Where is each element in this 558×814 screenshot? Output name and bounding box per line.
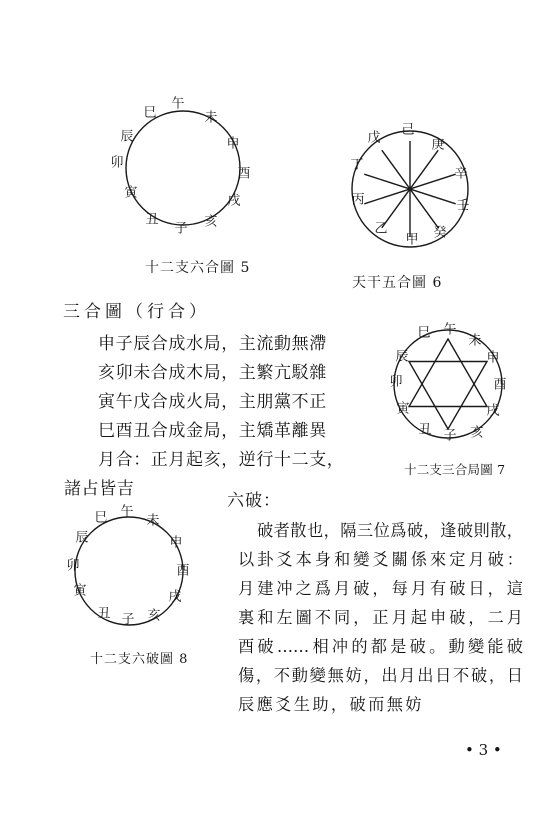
three-harmony-figure (385, 318, 510, 448)
text-line: 巳酉丑合成金局，主矯革離異 (98, 421, 327, 441)
branch-label-yin: 寅 (124, 185, 138, 201)
six-harmony-caption: 十二支六合圖 5 (145, 260, 251, 276)
water-triangle (409, 362, 487, 430)
branch-label-you: 酉 (176, 563, 190, 579)
branch-label-si: 巳 (143, 105, 157, 121)
text-line: 傷，不動變無妨，出月出日不破，日 (238, 666, 523, 685)
branch-label-xu: 戌 (168, 589, 182, 605)
six-break-heading: 六破： (227, 491, 281, 511)
stem-label-jia: 甲 (405, 232, 419, 248)
text-line: 諸占皆吉 (64, 479, 135, 499)
stem-label-ji: 己 (401, 122, 415, 138)
six-break-diagram (60, 500, 200, 640)
three-harmony-text (64, 330, 345, 504)
branch-label-chen: 辰 (75, 530, 89, 546)
branch-label-wei: 未 (204, 110, 218, 126)
page-number: • 3 • (465, 741, 502, 759)
branch-label-si: 巳 (94, 510, 108, 526)
branch-label-chen: 辰 (395, 349, 409, 365)
text-line: 辰應爻生助，破而無妨 (238, 695, 424, 714)
six-break-figure (60, 500, 200, 640)
fire-triangle (409, 339, 487, 407)
branch-label-shen: 申 (169, 535, 183, 551)
six-harmony-circle (126, 111, 240, 225)
text-line: 亥卯未合成木局，主繁亢駁雜 (98, 363, 327, 383)
six-break-caption: 十二支六破圖 8 (90, 652, 189, 667)
branch-label-wu: 午 (443, 322, 457, 338)
branch-label-zi: 子 (174, 221, 188, 237)
text-line: 破者散也，隔三位爲破，逢破則散， (257, 521, 523, 540)
branch-label-you: 酉 (493, 377, 507, 393)
stem-five-harmony-diagram (340, 116, 480, 256)
branch-label-yin: 寅 (73, 583, 87, 599)
branch-label-zi: 子 (443, 428, 457, 444)
branch-label-chou: 丑 (145, 212, 159, 228)
stem-label-wu: 戊 (367, 130, 381, 146)
branch-label-hai: 亥 (470, 425, 484, 441)
branch-label-mao: 卯 (110, 155, 124, 171)
text-line: 申子辰合成水局，主流動無滯 (98, 334, 327, 354)
branch-label-chou: 丑 (97, 606, 111, 622)
stem-five-harmony-caption: 天干五合圖 6 (352, 275, 443, 291)
branch-label-hai: 亥 (204, 214, 218, 230)
text-line: 月建冲之爲月破，每月有破日，這 (238, 579, 523, 598)
six-harmony-figure (100, 90, 260, 245)
stem-label-gui: 癸 (433, 225, 447, 241)
stem-label-yi: 乙 (374, 221, 388, 237)
six-break-text (238, 516, 523, 719)
branch-label-chou: 丑 (418, 422, 432, 438)
branch-label-zi: 子 (121, 612, 135, 628)
branch-label-yin: 寅 (396, 401, 410, 417)
three-harmony-caption: 十二支三合局圖 7 (404, 462, 506, 477)
stem-five-harmony-figure (340, 116, 480, 256)
text-line: 寅午戊合成火局，主朋黨不正 (98, 392, 327, 412)
branch-label-xu: 戌 (486, 403, 500, 419)
stem-label-geng: 庚 (431, 137, 445, 153)
text-line: 酉破……相冲的都是破。動變能破 (238, 637, 523, 656)
stem-label-ren: 壬 (456, 198, 470, 214)
branch-label-wei: 未 (146, 513, 160, 529)
stem-label-ding: 丁 (350, 157, 364, 173)
three-harmony-diagram (385, 318, 510, 448)
branch-label-xu: 戌 (227, 193, 241, 209)
branch-label-mao: 卯 (389, 374, 403, 390)
six-harmony-diagram (100, 90, 260, 245)
three-harmony-heading: 三合圖（行合） (63, 302, 210, 322)
branch-label-shen: 申 (226, 136, 240, 152)
branch-label-si: 巳 (417, 325, 431, 341)
branch-label-chen: 辰 (120, 129, 134, 145)
branch-label-you: 酉 (237, 166, 251, 182)
text-line: 裏和左圖不同，正月起申破，二月 (238, 608, 523, 627)
branch-label-wu: 午 (120, 504, 134, 520)
stem-label-xin: 辛 (454, 166, 468, 182)
six-break-circle (75, 517, 183, 625)
text-line: 以卦爻本身和變爻關係來定月破： (238, 550, 523, 569)
branch-label-wu: 午 (171, 96, 185, 112)
branch-label-shen: 申 (486, 350, 500, 366)
branch-label-wei: 未 (468, 333, 482, 349)
three-harmony-circle (394, 330, 502, 438)
branch-label-mao: 卯 (66, 558, 80, 574)
text-line: 月合：正月起亥，逆行十二支， (98, 450, 345, 470)
branch-label-hai: 亥 (147, 608, 161, 624)
stem-label-bing: 丙 (351, 192, 365, 208)
